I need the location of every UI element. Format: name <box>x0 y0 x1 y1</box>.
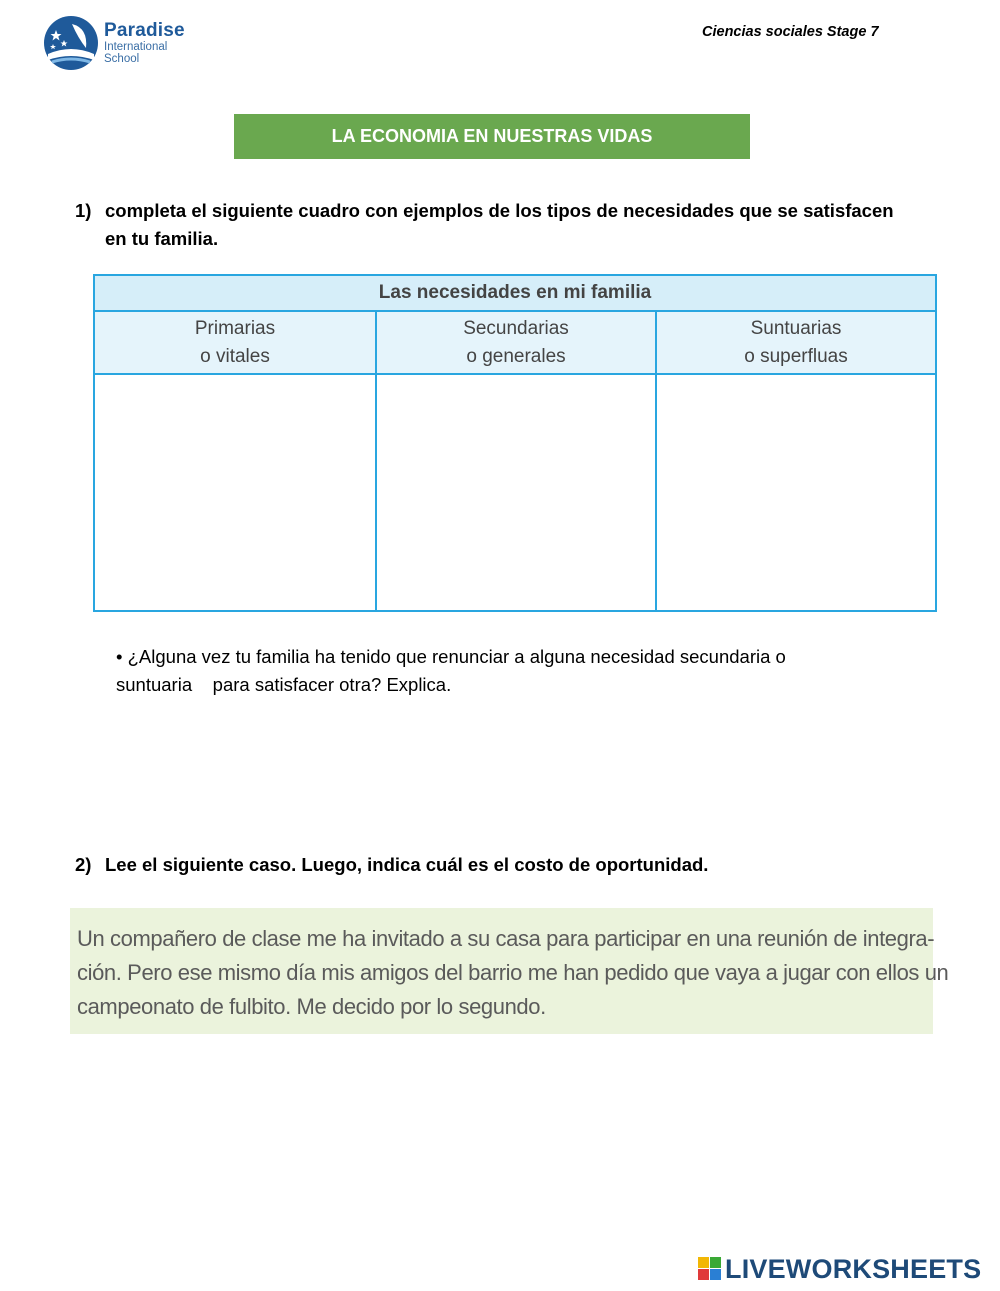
column-header-line1: Secundarias <box>463 318 569 339</box>
question-2-number: 2) <box>75 854 92 875</box>
table-column-secundarias <box>375 312 655 610</box>
case-text <box>77 922 949 1024</box>
column-header <box>657 312 935 375</box>
answer-cell-suntuarias[interactable] <box>657 375 935 608</box>
liveworksheets-icon <box>698 1257 722 1281</box>
column-header-line2: o vitales <box>200 346 270 367</box>
needs-table <box>93 274 937 612</box>
worksheet-title: LA ECONOMIA EN NUESTRAS VIDAS <box>234 114 750 159</box>
subject-header: Ciencias sociales Stage 7 <box>702 24 879 40</box>
case-box <box>70 908 949 1034</box>
school-emblem-icon <box>42 14 100 72</box>
school-name-line2: International <box>104 41 168 53</box>
liveworksheets-brand: LIVEWORKSHEETS <box>725 1253 982 1284</box>
case-line1: Un compañero de clase me ha invitado a su casa para participar en una reunión de integra- <box>77 926 935 951</box>
answer-cell-primarias[interactable] <box>95 375 375 608</box>
table-column-primarias <box>95 312 375 610</box>
column-header <box>377 312 655 375</box>
column-header-line1: Primarias <box>194 318 276 339</box>
bullet-question-line2: suntuaria para satisfacer otra? Explica. <box>116 674 452 695</box>
school-name-line3: School <box>104 53 140 65</box>
question-2-text: Lee el siguiente caso. Luego, indica cuál es el costo de oportunidad. <box>105 854 709 875</box>
column-header-line2: o superfluas <box>744 346 848 367</box>
school-logo <box>42 14 212 74</box>
school-name: Paradise <box>104 20 185 41</box>
case-line3: campeonato de fulbito. Me decido por lo segundo. <box>77 994 546 1019</box>
liveworksheets-logo <box>698 1252 981 1286</box>
bullet-question <box>116 643 916 699</box>
case-line2: ción. Pero ese mismo día mis amigos del barrio me han pedido que vaya a jugar con ellos un <box>77 960 949 985</box>
question-1-number: 1) <box>75 200 92 221</box>
question-1 <box>75 197 955 257</box>
answer-cell-secundarias[interactable] <box>377 375 655 608</box>
question-1-text <box>105 197 955 253</box>
question-2 <box>75 851 955 881</box>
table-column-suntuarias <box>655 312 935 610</box>
question-1-line2: en tu familia. <box>105 228 219 249</box>
bullet-question-line1: • ¿Alguna vez tu familia ha tenido que renunciar a alguna necesidad secundaria o <box>116 646 786 667</box>
question-1-line1: completa el siguiente cuadro con ejemplos de los tipos de necesidades que se satisfacen <box>105 200 894 221</box>
column-header-line1: Suntuarias <box>750 318 842 339</box>
column-header <box>95 312 375 375</box>
column-header-line2: o generales <box>466 346 566 367</box>
table-title: Las necesidades en mi familia <box>95 276 935 312</box>
